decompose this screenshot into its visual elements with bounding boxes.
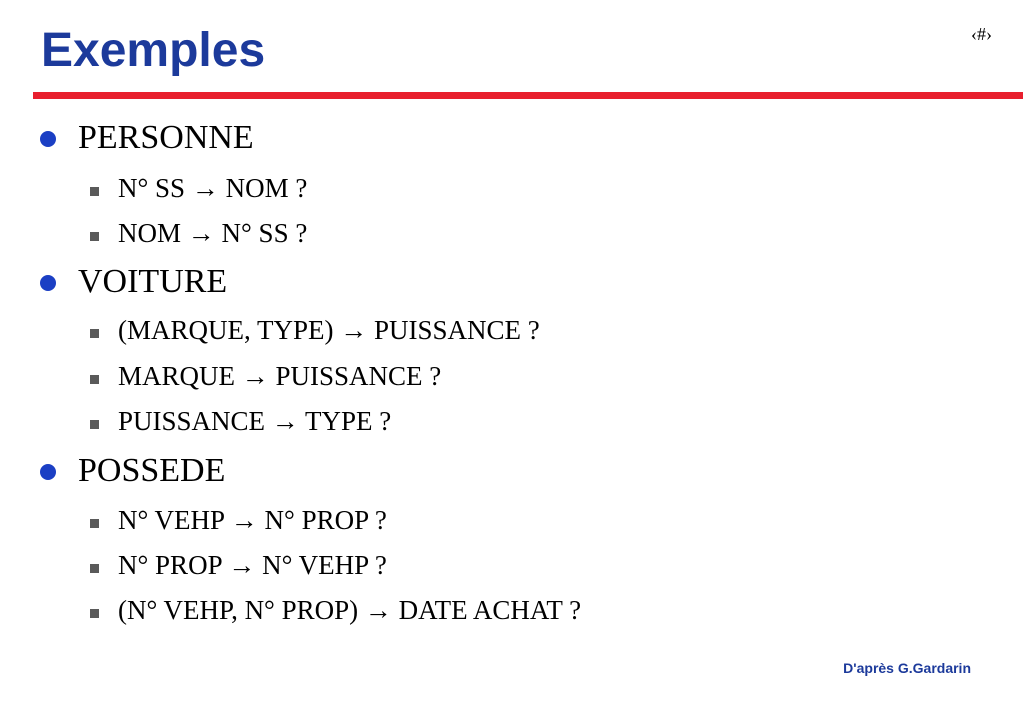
square-bullet-icon (90, 187, 99, 196)
round-bullet-icon (40, 275, 56, 291)
square-bullet-icon (90, 420, 99, 429)
list-item-label: N° VEHP → N° PROP ? (118, 505, 387, 535)
title-divider (33, 92, 1023, 99)
square-bullet-icon (90, 232, 99, 241)
list-item-label: (MARQUE, TYPE) → PUISSANCE ? (118, 315, 540, 345)
section-heading-label: VOITURE (78, 263, 228, 300)
list-item-label: N° PROP → N° VEHP ? (118, 550, 387, 580)
list-item-label: N° SS → NOM ? (118, 173, 308, 203)
list-item-label: MARQUE → PUISSANCE ? (118, 361, 442, 391)
round-bullet-icon (40, 131, 56, 147)
square-bullet-icon (90, 329, 99, 338)
slide-title: Exemples (41, 24, 266, 77)
list-item-label: (N° VEHP, N° PROP) → DATE ACHAT ? (118, 595, 582, 625)
square-bullet-icon (90, 609, 99, 618)
square-bullet-icon (90, 375, 99, 384)
list-item-label: PUISSANCE → TYPE ? (118, 406, 392, 436)
section-heading-label: POSSEDE (78, 452, 226, 489)
footer-credit: D'après G.Gardarin (843, 660, 971, 676)
slide-number: ‹#› (971, 24, 992, 44)
square-bullet-icon (90, 564, 99, 573)
list-item-label: NOM → N° SS ? (118, 218, 308, 248)
square-bullet-icon (90, 519, 99, 528)
round-bullet-icon (40, 464, 56, 480)
section-heading-label: PERSONNE (78, 119, 254, 156)
